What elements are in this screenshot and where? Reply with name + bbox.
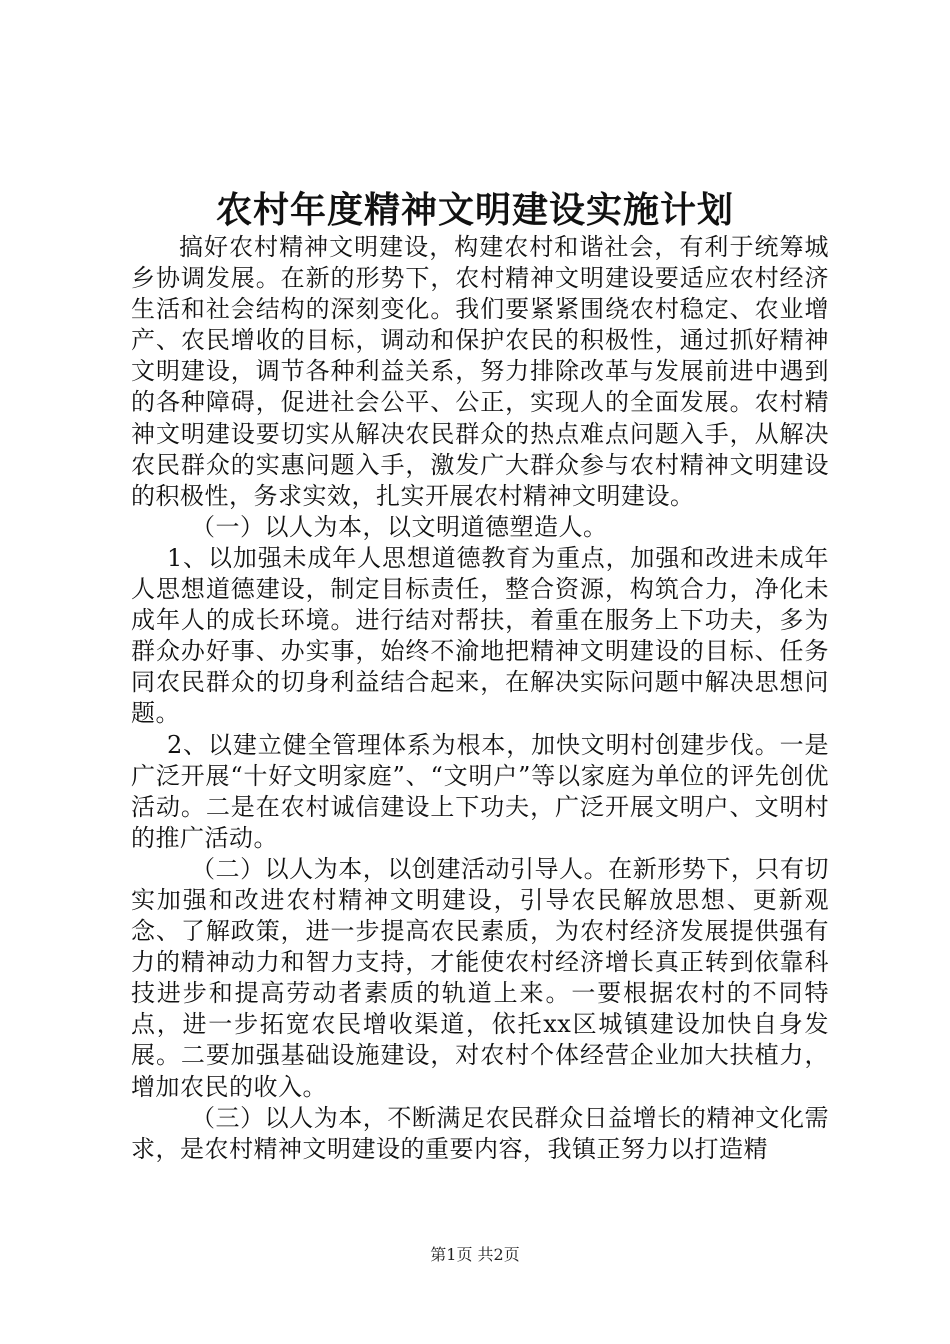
paragraph-intro: 搞好农村精神文明建设，构建农村和谐社会，有利于统筹城乡协调发展。在新的形势下，农村精神文明建设要适应农村经济生活和社会结构的深刻变化。我们要紧紧围绕农村稳定、农业增产、农民增收的目标，调动和保护农民的积极性，通过抓好精神文明建设，调节各种利益关系，努力排除改革与发展前进中遇到的各种障碍，促进社会公平、公正，实现人的全面发展。农村精神文明建设要切实从解决农民群众的热点难点问题入手，从解决农民群众的实惠问题入手，激发广大群众参与农村精神文明建设的积极性，务求实效，扎实开展农村精神文明建设。	[131, 233, 829, 510]
document-title: 农村年度精神文明建设实施计划	[215, 189, 734, 231]
paragraph-section-3: （三）以人为本，不断满足农民群众日益增长的精神文化需求，是农村精神文明建设的重要内容，我镇正努力以打造精	[131, 1103, 829, 1163]
paragraph-section-2: （二）以人为本，以创建活动引导人。在新形势下，只有切实加强和改进农村精神文明建设，引导农民解放思想、更新观念、了解政策，进一步提高农民素质，为农村经济发展提供强有力的精神动力和智力支持，才能使农村经济增长真正转到依靠科技进步和提高劳动者素质的轨道上来。一要根据农村的不同特点，进一步拓宽农民增收渠道，依托xx区城镇建设加快自身发展。二要加强基础设施建设，对农村个体经营企业加大扶植力，增加农民的收入。	[131, 854, 829, 1101]
paragraph-item-1: 1、以加强未成年人思想道德教育为重点，加强和改进未成年人思想道德建设，制定目标责任，整合资源，构筑合力，净化未成年人的成长环境。进行结对帮扶，着重在服务上下功夫，多为群众办好事、办实事，始终不渝地把精神文明建设的目标、任务同农民群众的切身利益结合起来，在解决实际问题中解决思想问题。	[131, 543, 829, 728]
page-number-footer: 第1页 共2页	[430, 1245, 520, 1264]
paragraph-item-2: 2、以建立健全管理体系为根本，加快文明村创建步伐。一是广泛开展“十好文明家庭”、“文明户”等以家庭为单位的评先创优活动。二是在农村诚信建设上下功夫，广泛开展文明户、文明村的推广活动。	[131, 730, 829, 852]
document-body	[131, 232, 829, 1165]
paragraph-section-1-heading: （一）以人为本，以文明道德塑造人。	[191, 512, 608, 541]
